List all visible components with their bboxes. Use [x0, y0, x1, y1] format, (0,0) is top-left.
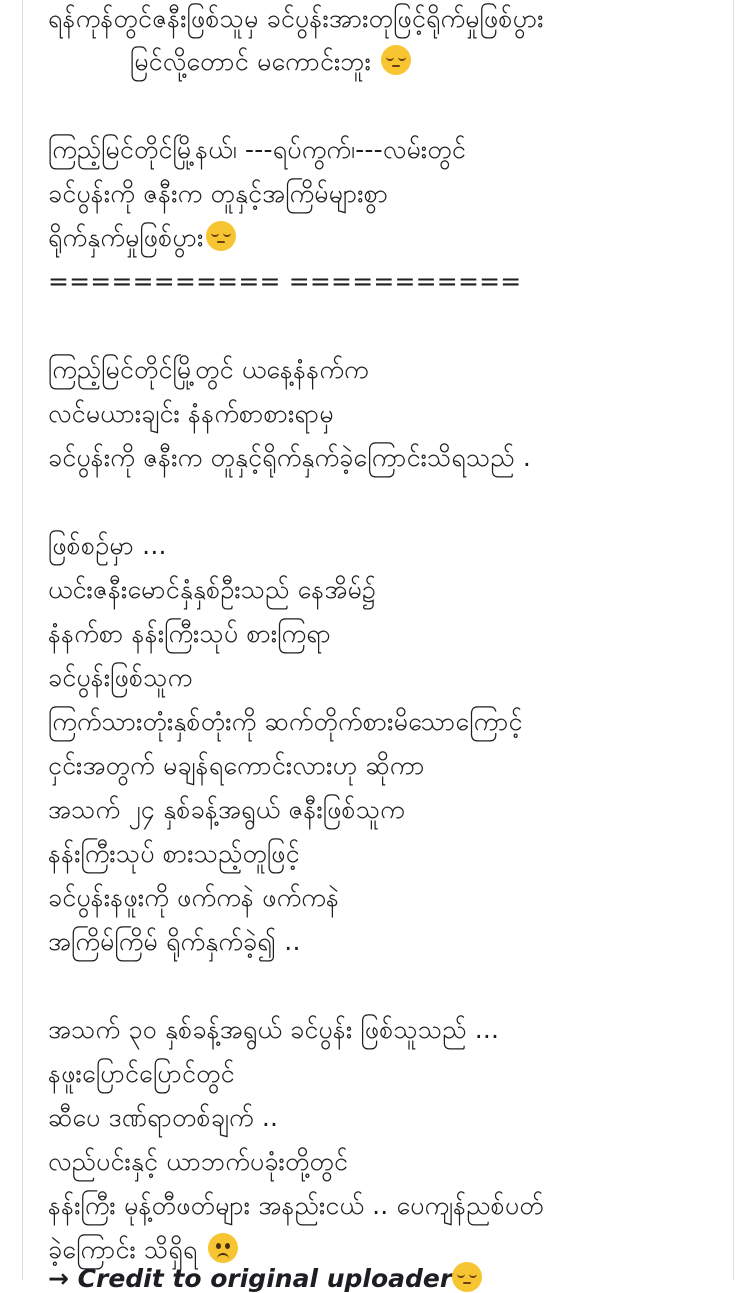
pensive-face-icon [206, 221, 236, 251]
post-line: အသက် ၃၀ နှစ်ခန့်အရွယ် ခင်ပွန်း ဖြစ်သူသည် ... [48, 1015, 500, 1044]
post-line: လင်မယားချင်း နံနက်စာစားရာမှ [48, 399, 334, 428]
post-line: ဆီပေ ဒဏ်ရာတစ်ချက် .. [48, 1103, 279, 1132]
post-body [48, 0, 728, 1272]
post-line: နဖူးပြောင်ပြောင်တွင် [48, 1059, 235, 1088]
pensive-face-icon [381, 45, 411, 75]
post-line: ရန်ကုန်တွင်ဇနီးဖြစ်သူမှ ခင်ပွန်းအားတုဖြင့်ရိုက်မှုဖြစ်ပွား [48, 4, 544, 33]
post-line: ရိုက်နှက်မှုဖြစ်ပွား [48, 216, 728, 260]
post-line: ခဲ့ကြောင်း သိရှိရ [48, 1228, 728, 1272]
post-line: ယင်းဇနီးမောင်နှံနှစ်ဦးသည် နေအိမ်၌ [48, 575, 377, 604]
post-line: အကြိမ်ကြိမ် ရိုက်နှက်ခဲ့၍ .. [48, 927, 301, 956]
confused-face-icon [208, 1233, 238, 1263]
post-line: နံနက်စာ နန်းကြီးသုပ် စားကြရာ [48, 619, 332, 648]
post-line: ခင်ပွန်းဖြစ်သူက [48, 663, 193, 692]
post-card [22, 0, 734, 1280]
post-line: နန်းကြီး မုန့်တီဖတ်များ အနည်းငယ် .. ပေကျန်ညစ်ပတ် [48, 1191, 544, 1220]
post-line: ငှင်းအတွက် မချန်ရကောင်းလားဟု ဆိုကာ [48, 751, 425, 780]
post-line: ကြည့်မြင်တိုင်မြို့တွင် ယနေ့နံနက်က [48, 355, 369, 384]
credit-line: → Credit to original uploader [48, 1262, 482, 1293]
post-line: မြင်လို့တောင် မကောင်းဘူး [48, 40, 728, 84]
post-line: ဖြစ်စဉ်မှာ ... [48, 531, 167, 560]
post-line: ခင်ပွန်းကို ဇနီးက တူနှင့်အကြိမ်များစွာ [48, 179, 389, 208]
post-line: အသက် ၂၄ နှစ်ခန့်အရွယ် ဇနီးဖြစ်သူက [48, 795, 405, 824]
separator-line: =========== =========== [48, 267, 522, 296]
post-line: လည်ပင်းနှင့် ယာဘက်ပခုံးတို့တွင် [48, 1147, 349, 1176]
post-line: ခင်ပွန်းကို ဇနီးက တူနှင့်ရိုက်နှက်ခဲ့ကြောင်းသိရသည် . [48, 443, 532, 472]
rolling-laughing-face-icon [452, 1262, 482, 1292]
post-line: ခင်ပွန်းနဖူးကို ဖက်ကနဲ ဖက်ကနဲ [48, 883, 340, 912]
post-line: ကြည့်မြင်တိုင်မြို့နယ်၊ ---ရပ်ကွက်၊---လမ်းတွင် [48, 135, 466, 164]
post-line: ကြက်သားတုံးနှစ်တုံးကို ဆက်တိုက်စားမိသောကြောင့် [48, 707, 523, 736]
post-line: နန်းကြီးသုပ် စားသည့်တူဖြင့် [48, 839, 300, 868]
